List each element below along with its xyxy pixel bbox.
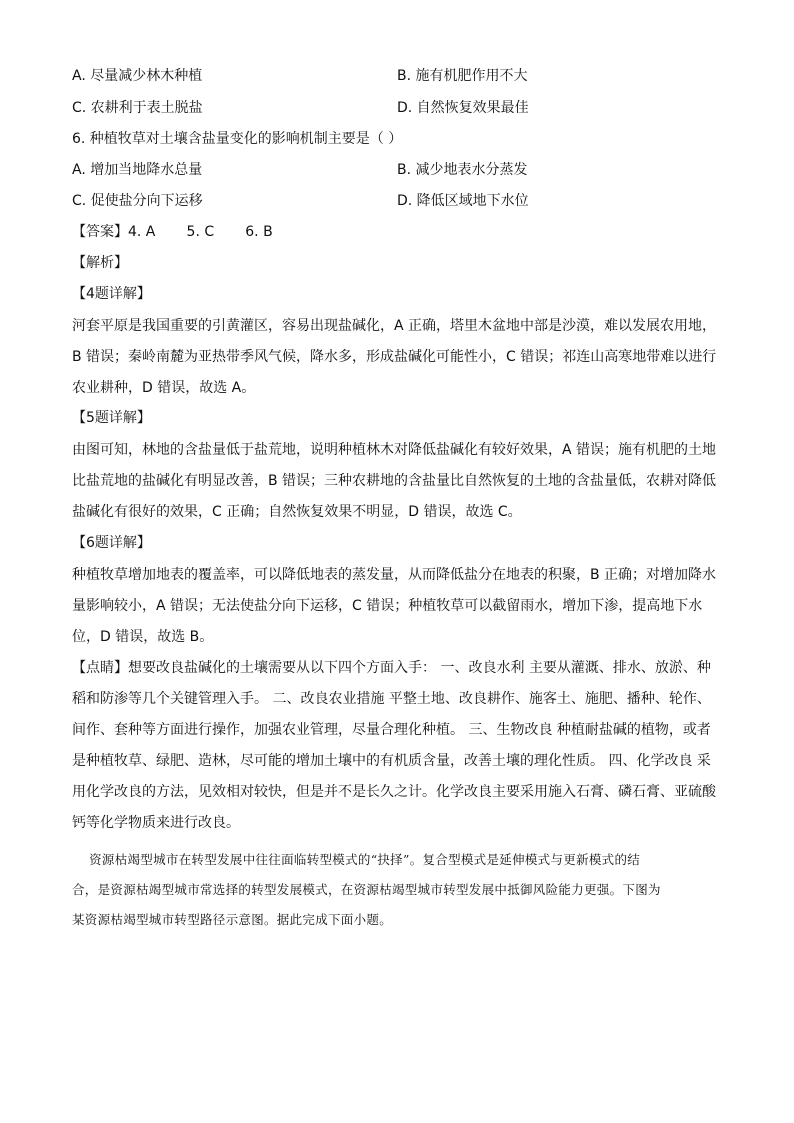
tips-body <box>72 653 722 839</box>
answer-line <box>72 222 273 242</box>
option-6b: B. 减少地表水分蒸发 <box>397 162 528 178</box>
tips-line: 稻和防渗等几个关键管理入手。 二、改良农业措施 平整土地、改良耕作、施客土、施肥、播种、轮作、 <box>72 691 711 707</box>
detail-6-body <box>72 560 722 653</box>
detail-4-body <box>72 311 722 404</box>
tips-line: 【点睛】想要改良盐碱化的土壤需要从以下四个方面入手： 一、改良水利 主要从灌溉、排水、放淤、种 <box>72 660 711 676</box>
intro-line: 合，是资源枯竭型城市常选择的转型发展模式，在资源枯竭型城市转型发展中抵御风险能力更强。下图为 <box>72 882 661 897</box>
option-6d: D. 降低区域地下水位 <box>397 193 529 209</box>
answer-values: 4. A 5. C 6. B <box>128 224 273 240</box>
tips-line: 是种植牧草、绿肥、造林，尽可能的增加土壤中的有机质含量，改善土壤的理化性质。 四、化学改良 采 <box>72 753 711 769</box>
detail-4-line: 河套平原是我国重要的引黄灌区，容易出现盐碱化，A 正确，塔里木盆地中部是沙漠，难以发展农用地， <box>72 318 717 334</box>
detail-6-line: 量影响较小，A 错误；无法使盐分向下运移，C 错误；种植牧草可以截留雨水，增加下渗，提高地下水 <box>72 598 703 614</box>
detail-4-line: B 错误；秦岭南麓为亚热带季风气候，降水多，形成盐碱化可能性小，C 错误；祁连山高寒地带难以进行 <box>72 349 717 365</box>
answer-label: 【答案】 <box>72 224 128 240</box>
detail-6-line: 种植牧草增加地表的覆盖率，可以降低地表的蒸发量，从而降低盐分在地表的积聚，B 正确；对增加降水 <box>72 567 717 583</box>
option-4a: A. 尽量减少林木种植 <box>72 68 203 84</box>
tips-line: 用化学改良的方法，见效相对较快，但是并不是长久之计。化学改良主要采用施入石膏、磷石膏、亚硫酸 <box>72 784 716 800</box>
next-question-intro <box>72 845 722 935</box>
tips-line: 间作、套种等方面进行操作，加强农业管理，尽量合理化种植。 三、生物改良 种植耐盐碱的植物，或者 <box>72 722 711 738</box>
detail-4-label: 【4题详解】 <box>72 286 151 302</box>
detail-5-line: 比盐荒地的盐碱化有明显改善，B 错误；三种农耕地的含盐量比自然恢复的土地的含盐量低，农耕对降低 <box>72 473 717 489</box>
detail-5-body <box>72 435 722 528</box>
detail-6-line: 位，D 错误，故选 B。 <box>72 629 214 645</box>
detail-5-line: 由图可知，林地的含盐量低于盐荒地，说明种植林木对降低盐碱化有较好效果，A 错误；施有机肥的土地 <box>72 442 717 458</box>
option-4d: D. 自然恢复效果最佳 <box>397 100 529 116</box>
detail-6-label: 【6题详解】 <box>72 535 151 551</box>
detail-4-line: 农业耕种，D 错误，故选 A。 <box>72 380 256 396</box>
option-6a: A. 增加当地降水总量 <box>72 162 203 178</box>
detail-5-line: 盐碱化有很好的效果，C 正确；自然恢复效果不明显，D 错误，故选 C。 <box>72 504 522 520</box>
analysis-label: 【解析】 <box>72 255 128 271</box>
option-6c: C. 促使盐分向下运移 <box>72 193 203 209</box>
option-4b: B. 施有机肥作用不大 <box>397 68 528 84</box>
tips-line: 钙等化学物质来进行改良。 <box>72 815 240 831</box>
intro-line: 某资源枯竭型城市转型路径示意图。据此完成下面小题。 <box>72 912 393 927</box>
option-4c: C. 农耕利于表土脱盐 <box>72 100 203 116</box>
detail-5-label: 【5题详解】 <box>72 410 151 426</box>
intro-line: 资源枯竭型城市在转型发展中往往面临转型模式的“抉择”。复合型模式是延伸模式与更新模式的结 <box>72 852 641 867</box>
question-6-stem: 6. 种植牧草对土壤含盐量变化的影响机制主要是（ ） <box>72 131 403 147</box>
